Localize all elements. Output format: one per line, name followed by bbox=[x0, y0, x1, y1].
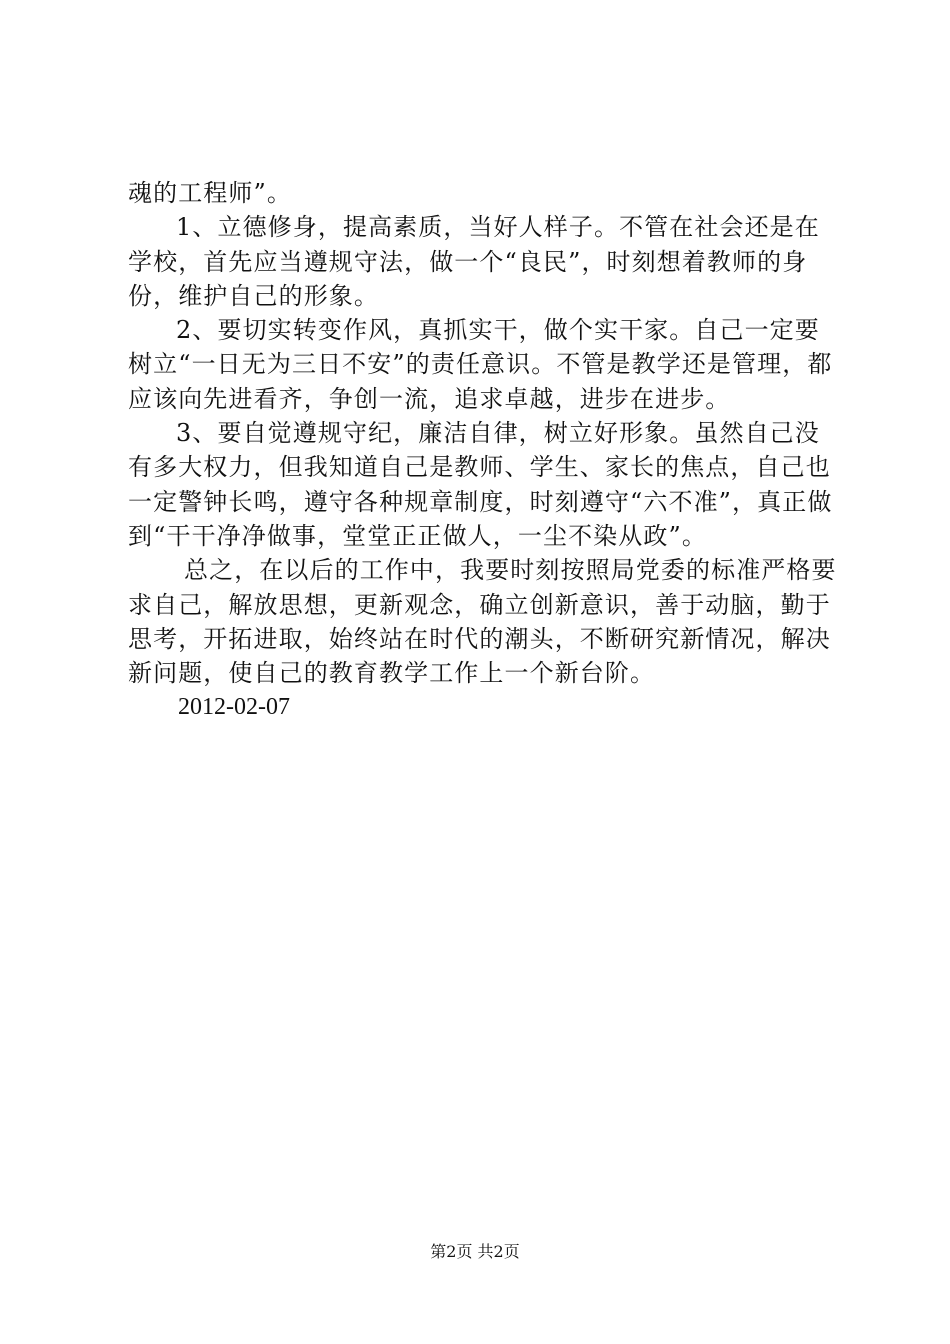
paragraph-summary: 总之，在以后的工作中，我要时刻按照局党委的标准严格要求自己，解放思想，更新观念，确立创新意识，善于动脑，勤于思考，开拓进取，始终站在时代的潮头，不断研究新情况，解决新问题，使自己的教育教学工作上一个新台阶。 bbox=[128, 556, 837, 688]
page-footer: 第2页 共2页 bbox=[430, 1242, 520, 1261]
paragraph-3: 3、要自觉遵规守纪，廉洁自律，树立好形象。虽然自己没有多大权力，但我知道自己是教师、学生、家长的焦点，自己也一定警钟长鸣，遵守各种规章制度，时刻遵守“六不准”，真正做到“干干净净做事，堂堂正正做人，一尘不染从政”。 bbox=[128, 419, 833, 550]
document-date: 2012-02-07 bbox=[178, 694, 290, 721]
paragraph-2: 2、要切实转变作风，真抓实干，做个实干家。自己一定要树立“一日无为三日不安”的责任意识。不管是教学还是管理，都应该向先进看齐，争创一流，追求卓越，进步在进步。 bbox=[128, 316, 833, 413]
paragraph-1: 1、立德修身，提高素质，当好人样子。不管在社会还是在学校，首先应当遵规守法，做一个“良民”，时刻想着教师的身份，维护自己的形象。 bbox=[128, 213, 820, 310]
opening-line: 魂的工程师”。 bbox=[128, 179, 292, 207]
document-body bbox=[128, 176, 840, 725]
